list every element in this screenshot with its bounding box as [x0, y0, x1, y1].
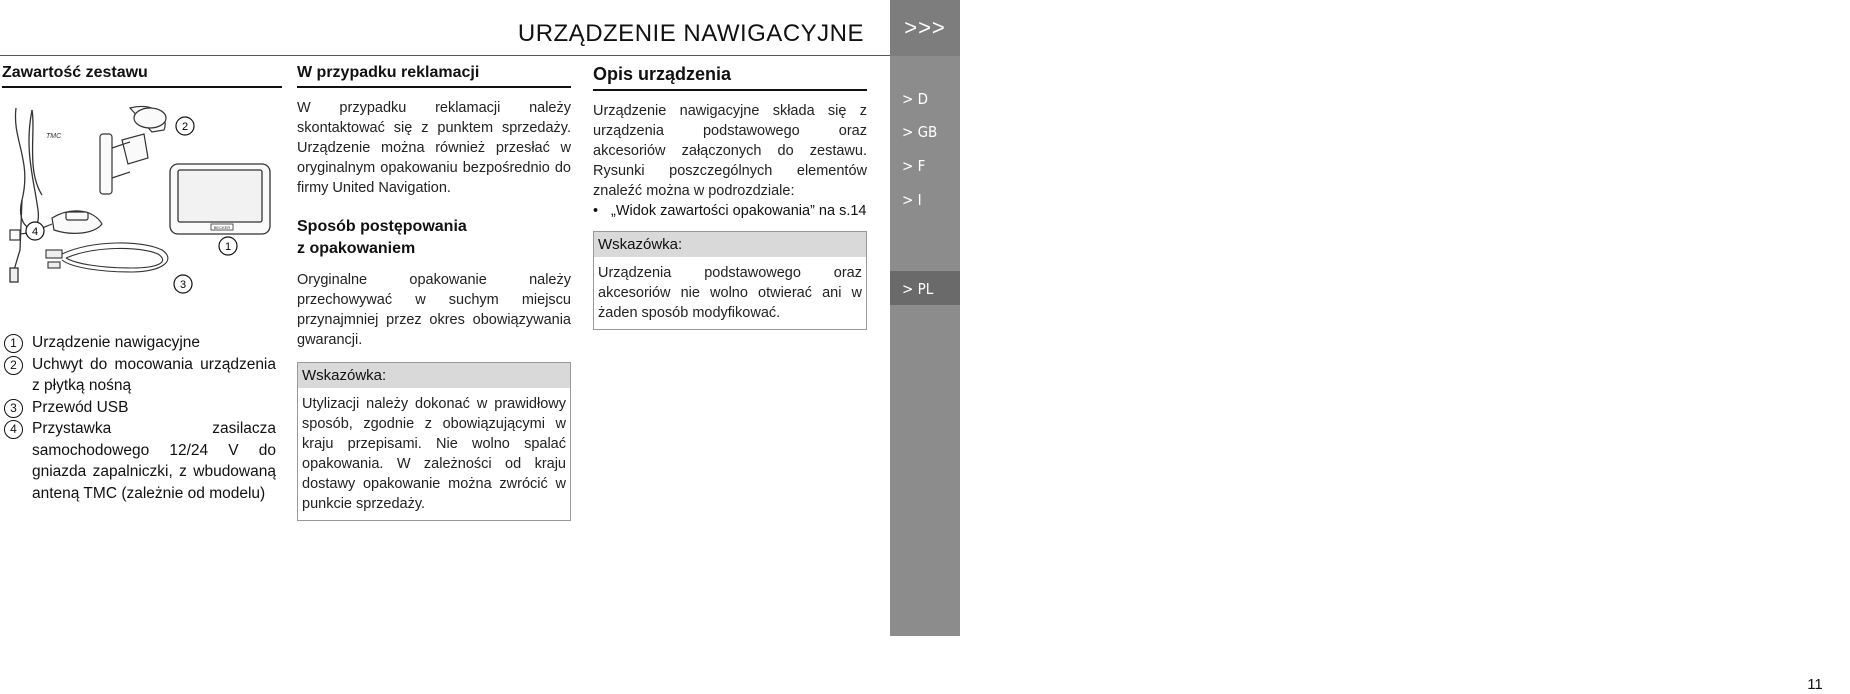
device-description-heading: Opis urządzenia: [593, 64, 867, 91]
bullet-text: „Widok zawartości opakowania” na s.14: [611, 203, 867, 219]
callout-4: 4: [31, 226, 39, 238]
language-link-d[interactable]: > D: [902, 90, 928, 108]
packaging-heading: [297, 216, 571, 260]
device-description-column: [593, 64, 867, 330]
complaints-column: [297, 64, 571, 521]
language-link-i[interactable]: > I: [902, 191, 922, 209]
device-description-paragraph: Urządzenie nawigacyjne składa się z urządzenia podstawowego oraz akcesoriów załączonych do zestawu. Rysunki poszczególnych elementów znaleźć można w podrozdziale:: [593, 103, 867, 199]
note-title: Wskazówka:: [594, 232, 866, 257]
note-body: Urządzenia podstawowego oraz akcesoriów nie wolno otwierać ani w żaden sposób modyfikować.: [598, 265, 862, 321]
legend-item-device: [4, 332, 276, 354]
page-number-area: [1780, 636, 1850, 694]
legend-text: Przystawka zasilacza samochodowego 12/24 V do gniazda zapalniczki, z wbudowaną anteną TMC (zależnie od modelu): [32, 420, 276, 502]
language-link-f[interactable]: > F: [902, 157, 926, 175]
legend-text: Przewód USB: [32, 398, 129, 416]
callout-1: 1: [224, 241, 232, 253]
legend-number: 3: [4, 399, 23, 418]
packaging-paragraph: Oryginalne opakowanie należy przechowywać w suchym miejscu przynajmniej przez okres obowiązywania gwarancji.: [297, 272, 571, 348]
language-link-pl[interactable]: > PL: [902, 280, 934, 298]
page-number: 11: [1807, 676, 1823, 693]
complaints-heading: W przypadku reklamacji: [297, 64, 571, 88]
do-not-open-note: [593, 231, 867, 330]
package-contents-illustration: [2, 100, 278, 320]
language-strip: [890, 56, 960, 636]
device-brand-label: BECKER: [213, 225, 231, 230]
legend-text: Urządzenie nawigacyjne: [32, 334, 201, 351]
packaging-heading-line2: z opakowaniem: [297, 240, 416, 257]
bullet-mark: •: [593, 203, 599, 219]
complaints-paragraph: W przypadku reklamacji należy skontaktować się z punktem sprzedaży. Urządzenie można również przesłać w oryginalnym opakowaniu bezpośrednio do firmy United Navigation.: [297, 100, 571, 196]
disposal-note: [297, 362, 571, 521]
package-contents-heading: Zawartość zestawu: [2, 64, 282, 88]
tmc-cable-label: TMC: [46, 133, 62, 140]
page-title: URZĄDZENIE NAWIGACYJNE: [517, 20, 864, 47]
reference-bullet: [593, 201, 867, 221]
side-nav-top-label: >>>: [890, 0, 960, 56]
legend-number: 1: [4, 334, 23, 353]
callout-2: 2: [181, 121, 189, 133]
side-language-nav: [890, 0, 1823, 694]
legend-number: 2: [4, 356, 23, 375]
language-link-gb[interactable]: > GB: [902, 123, 938, 141]
callout-3: 3: [179, 279, 187, 291]
legend-item-holder: [4, 354, 276, 397]
note-body: Utylizacji należy dokonać w prawidłowy sposób, zgodnie z obowiązującymi w kraju przepisami. Nie wolno spalać opakowania. W zależności od kraju dostawy opakowanie można zwrócić w punkcie sprzedaży.: [302, 396, 566, 512]
legend-item-car-charger: [4, 418, 276, 504]
package-contents-legend: [4, 332, 276, 504]
note-title: Wskazówka:: [298, 363, 570, 388]
legend-number: 4: [4, 420, 23, 439]
packaging-heading-line1: Sposób postępowania: [297, 218, 467, 235]
page-header: [0, 0, 890, 56]
legend-item-usb-cable: [4, 397, 276, 419]
legend-text: Uchwyt do mocowania urządzenia z płytką nośną: [32, 355, 276, 394]
